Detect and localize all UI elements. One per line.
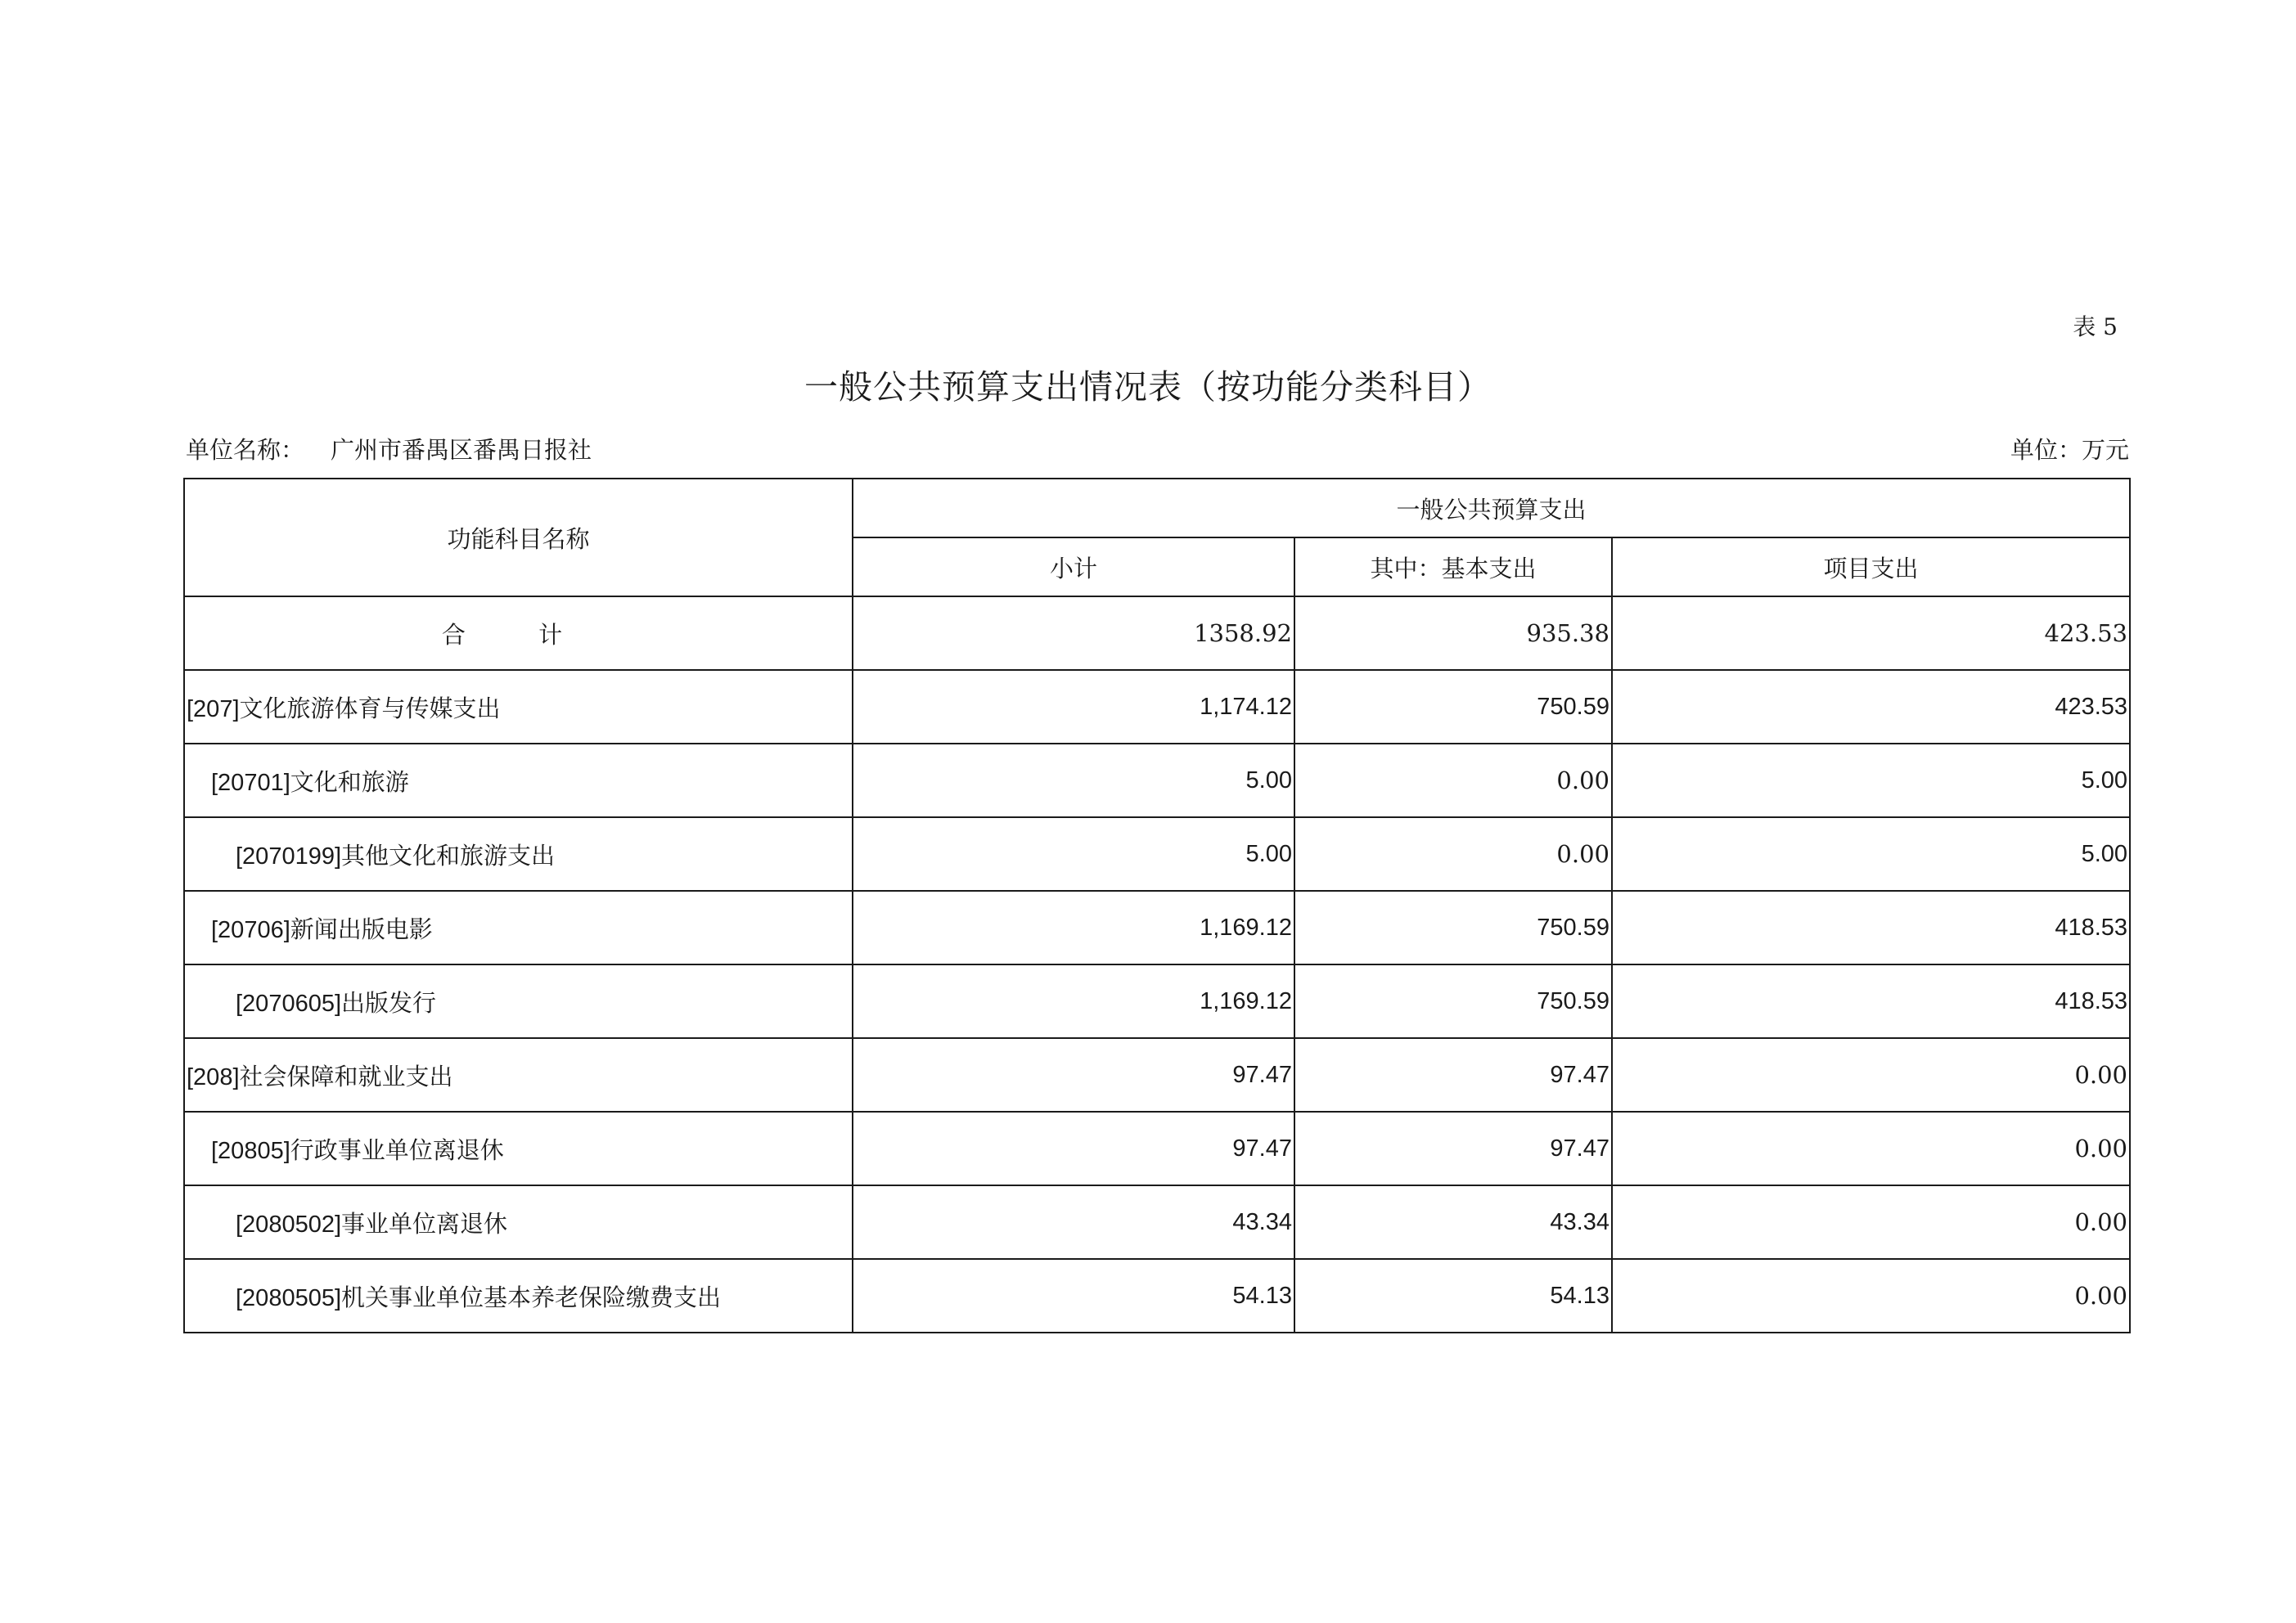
total-row — [184, 596, 2130, 670]
unit-name-label: 单位名称： — [186, 436, 305, 464]
row-basic: 0.00 — [1294, 817, 1612, 891]
row-subtotal: 43.34 — [853, 1185, 1294, 1259]
row-project: 423.53 — [1612, 670, 2130, 744]
unit-name — [186, 432, 592, 465]
row-name: [2080502]事业单位离退休 — [184, 1185, 853, 1259]
row-basic: 750.59 — [1294, 891, 1612, 964]
row-subtotal: 54.13 — [853, 1259, 1294, 1333]
table-row — [184, 891, 2130, 964]
total-label: 合 计 — [184, 596, 853, 670]
table-row — [184, 1112, 2130, 1185]
row-subtotal: 5.00 — [853, 744, 1294, 817]
row-basic: 43.34 — [1294, 1185, 1612, 1259]
header-row-1 — [184, 479, 2130, 537]
row-name: [20805]行政事业单位离退休 — [184, 1112, 853, 1185]
row-project: 0.00 — [1612, 1038, 2130, 1112]
table-number: 表 5 — [2073, 313, 2118, 340]
row-subtotal: 1,169.12 — [853, 964, 1294, 1038]
row-name: [20706]新闻出版电影 — [184, 891, 853, 964]
header-subtotal: 小计 — [853, 537, 1294, 596]
meta-row — [183, 432, 2129, 465]
table-row — [184, 744, 2130, 817]
table-row — [184, 1259, 2130, 1333]
table-row — [184, 1038, 2130, 1112]
row-name: [2070199]其他文化和旅游支出 — [184, 817, 853, 891]
total-project: 423.53 — [1612, 596, 2130, 670]
row-project: 5.00 — [1612, 744, 2130, 817]
row-basic: 750.59 — [1294, 670, 1612, 744]
row-subtotal: 1,169.12 — [853, 891, 1294, 964]
row-subtotal: 5.00 — [853, 817, 1294, 891]
row-project: 0.00 — [1612, 1112, 2130, 1185]
row-basic: 97.47 — [1294, 1112, 1612, 1185]
table-row — [184, 964, 2130, 1038]
row-project: 5.00 — [1612, 817, 2130, 891]
header-project: 项目支出 — [1612, 537, 2130, 596]
row-name: [2080505]机关事业单位基本养老保险缴费支出 — [184, 1259, 853, 1333]
total-subtotal: 1358.92 — [853, 596, 1294, 670]
page-title: 一般公共预算支出情况表（按功能分类科目） — [804, 367, 1492, 407]
row-subtotal: 1,174.12 — [853, 670, 1294, 744]
table-row — [184, 1185, 2130, 1259]
row-project: 0.00 — [1612, 1185, 2130, 1259]
budget-table — [183, 478, 2131, 1333]
row-basic: 97.47 — [1294, 1038, 1612, 1112]
header-function-name: 功能科目名称 — [184, 479, 853, 596]
row-subtotal: 97.47 — [853, 1038, 1294, 1112]
row-basic: 0.00 — [1294, 744, 1612, 817]
row-project: 418.53 — [1612, 891, 2130, 964]
row-name: [207]文化旅游体育与传媒支出 — [184, 670, 853, 744]
row-name: [208]社会保障和就业支出 — [184, 1038, 853, 1112]
header-basic: 其中：基本支出 — [1294, 537, 1612, 596]
unit-name-value: 广州市番禺区番禺日报社 — [331, 436, 592, 464]
row-name: [2070605]出版发行 — [184, 964, 853, 1038]
header-group: 一般公共预算支出 — [853, 479, 2130, 537]
row-subtotal: 97.47 — [853, 1112, 1294, 1185]
row-project: 0.00 — [1612, 1259, 2130, 1333]
table-row — [184, 670, 2130, 744]
total-basic: 935.38 — [1294, 596, 1612, 670]
row-basic: 750.59 — [1294, 964, 1612, 1038]
row-basic: 54.13 — [1294, 1259, 1612, 1333]
currency-unit: 单位：万元 — [2010, 436, 2129, 464]
row-project: 418.53 — [1612, 964, 2130, 1038]
table-row — [184, 817, 2130, 891]
row-name: [20701]文化和旅游 — [184, 744, 853, 817]
